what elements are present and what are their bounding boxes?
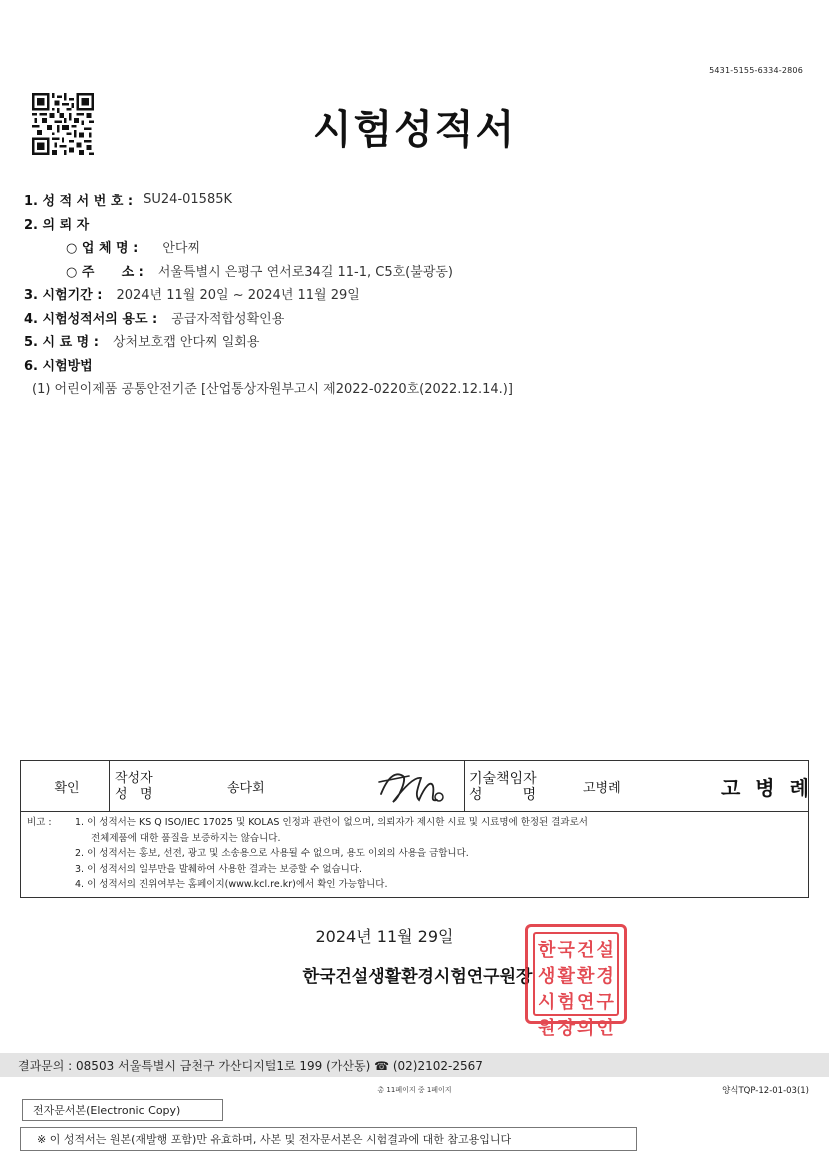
seal-char: 원 <box>538 1018 556 1039</box>
purpose-value: 공급자적합성확인용 <box>171 311 285 327</box>
test-period-row <box>24 282 804 306</box>
writer-signature <box>369 761 449 812</box>
report-number-row <box>24 188 804 212</box>
test-period-value: 2024년 11월 20일 ~ 2024년 11월 29일 <box>116 288 360 304</box>
note-line <box>21 846 808 862</box>
contact-footer: 결과문의 : 08503 서울특별시 금천구 가산디지털1로 199 (가산동) ☎ (02)2102-2567 <box>0 1053 829 1077</box>
page-title: 시험성적서 <box>312 107 517 153</box>
divider <box>109 761 110 812</box>
confirm-label: 확인 <box>54 781 80 796</box>
tech-lead-label-line-1: 기술책임자 <box>469 770 537 787</box>
institute-name: 한국건설생활환경시험연구원장 <box>302 967 533 987</box>
electronic-copy-label: 전자문서본(Electronic Copy) <box>22 1099 223 1121</box>
tech-lead-label <box>469 761 569 812</box>
purpose-label: 4. 시험성적서의 용도 : <box>24 311 158 327</box>
address-value: 서울특별시 은평구 연서로34길 11-1, C5호(불광동) <box>157 264 454 280</box>
writer-name: 송다회 <box>227 781 265 796</box>
writer-label-line-1: 작성자 <box>115 770 153 786</box>
notes-label: 비고 : <box>27 817 52 828</box>
notes-section <box>21 815 808 893</box>
address-row <box>24 259 804 283</box>
disclaimer-notice: ※ 이 성적서는 원본(재발행 포함)만 유효하며, 사본 및 전자문서본은 시험결과에 대한 참고용입니다 <box>20 1127 637 1151</box>
divider <box>464 761 465 812</box>
seal-char: 국 <box>557 940 575 961</box>
note-item: 1. 이 성적서는 KS Q ISO/IEC 17025 및 KOLAS 인정과 관련이 없으며, 의뢰자가 제시한 시료 및 시료명에 한정된 결과로서 <box>75 817 588 828</box>
tech-lead-name: 고병례 <box>583 781 621 796</box>
report-info-section <box>24 188 804 400</box>
company-label: ○ 업 체 명 : <box>66 241 139 257</box>
seal-char: 시 <box>538 992 556 1013</box>
seal-char: 건 <box>577 940 595 961</box>
seal-char: 인 <box>596 1018 614 1039</box>
seal-char: 한 <box>538 940 556 961</box>
signoff-box <box>20 760 813 898</box>
tech-lead-signature: 고 병 례 <box>721 776 813 800</box>
report-number-value: SU24-01585K <box>143 192 233 208</box>
writer-label-line-2: 성 명 <box>115 786 153 802</box>
report-number-label: 1. 성 적 서 번 호 : <box>24 194 134 210</box>
address-label: ○ 주 소 : <box>66 264 144 280</box>
note-item: 4. 이 성적서의 진위여부는 홈페이지(www.kcl.re.kr)에서 확인 가능합니다. <box>75 879 388 890</box>
seal-char: 설 <box>596 940 614 961</box>
client-label: 2. 의 뢰 자 <box>24 217 90 233</box>
seal-char: 장 <box>557 1018 575 1039</box>
note-line <box>21 877 808 893</box>
sample-value: 상처보호캡 안다찌 일회용 <box>112 335 260 351</box>
method-header-row <box>24 353 804 377</box>
method-value: (1) 어린이제품 공통안전기준 [산업통상자원부고시 제2022-0220호(2022.12.14.)] <box>32 382 513 398</box>
signoff-row <box>21 761 813 812</box>
doc-number: 5431-5155-6334-2806 <box>709 66 803 75</box>
test-period-label: 3. 시험기간 : <box>24 288 103 304</box>
note-item: 2. 이 성적서는 홍보, 선전, 광고 및 소송용으로 사용될 수 없으며, 용도 이외의 사용을 금합니다. <box>75 848 469 859</box>
seal-char: 생 <box>538 966 556 987</box>
seal-char: 환 <box>577 966 595 987</box>
sample-row <box>24 329 804 353</box>
writer-label <box>115 761 185 812</box>
method-label: 6. 시험방법 <box>24 358 93 374</box>
seal-char: 구 <box>596 992 614 1013</box>
seal-char: 의 <box>577 1018 595 1039</box>
purpose-row <box>24 306 804 330</box>
seal-characters <box>537 936 615 1039</box>
official-seal-icon <box>525 924 627 1039</box>
company-row <box>24 235 804 259</box>
client-row <box>24 212 804 236</box>
sample-label: 5. 시 료 명 : <box>24 335 99 351</box>
page-info: 총 11페이지 중 1페이지 <box>377 1086 452 1094</box>
seal-char: 활 <box>557 966 575 987</box>
seal-char: 연 <box>577 992 595 1013</box>
note-line <box>21 831 808 847</box>
company-value: 안다찌 <box>162 241 201 257</box>
note-line <box>21 862 808 878</box>
tech-lead-label-line-2: 성 명 <box>469 786 537 803</box>
note-line <box>21 815 808 831</box>
method-row <box>24 376 804 400</box>
seal-char: 험 <box>557 992 575 1013</box>
note-item: 3. 이 성적서의 일부만을 발췌하여 사용한 결과는 보증할 수 없습니다. <box>75 863 363 875</box>
issue-date: 2024년 11월 29일 <box>315 927 454 946</box>
form-code: 양식TQP-12-01-03(1) <box>722 1086 809 1096</box>
seal-char: 경 <box>596 966 614 987</box>
note-item: 전체제품에 대한 품질을 보증하지는 않습니다. <box>91 832 281 844</box>
